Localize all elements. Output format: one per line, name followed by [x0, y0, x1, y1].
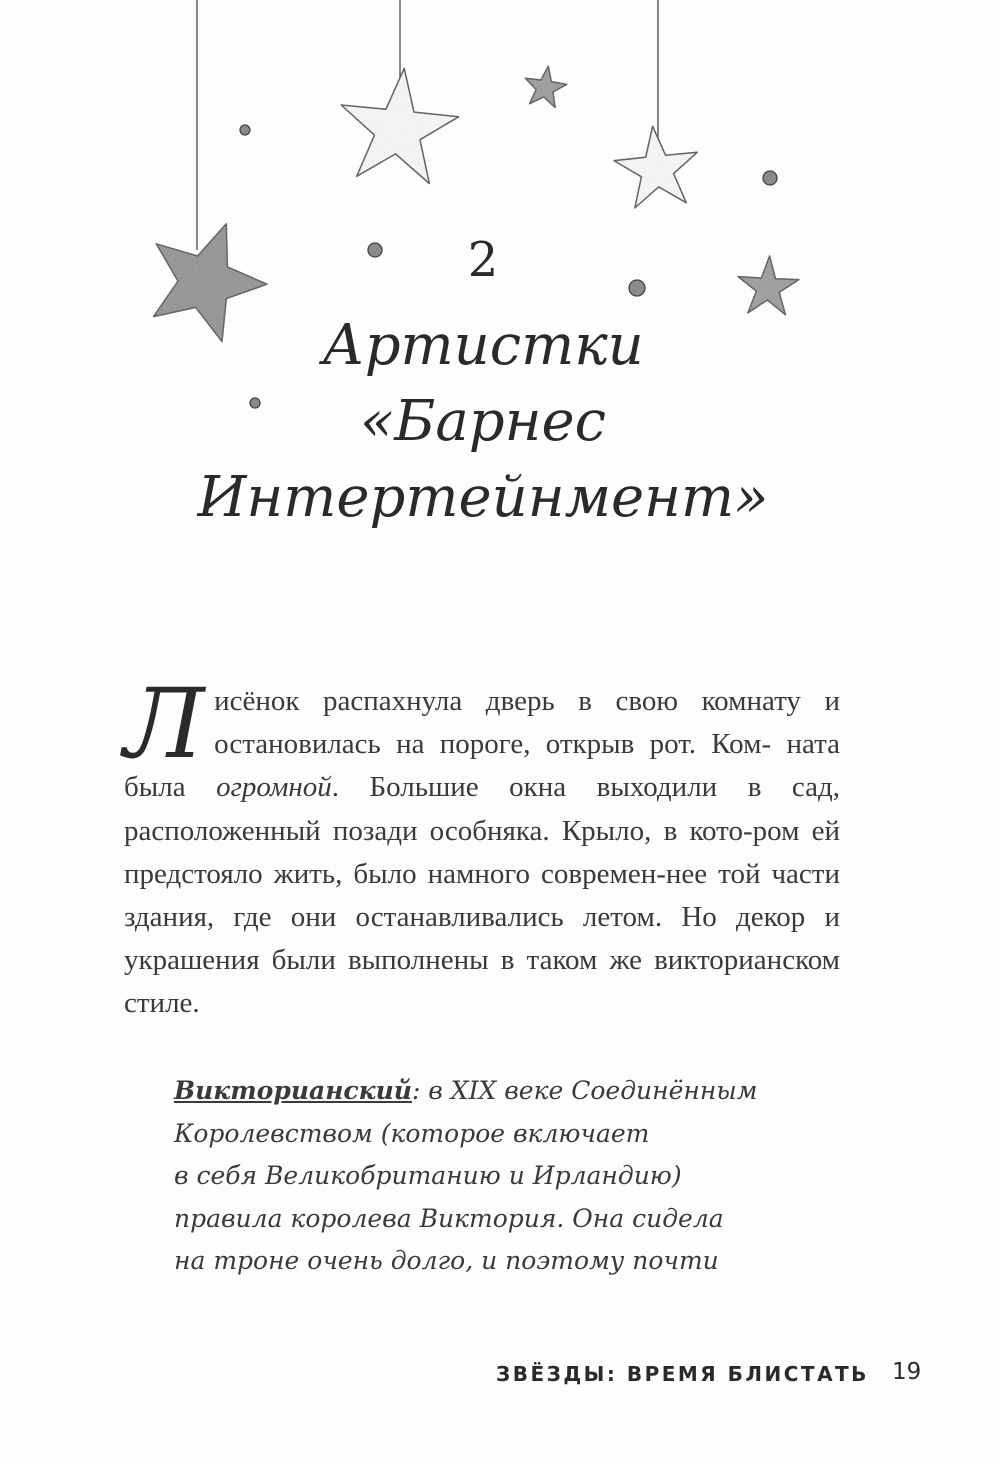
chapter-title-line: Интертейнмент» [197, 465, 769, 530]
dot-icon [240, 125, 250, 135]
drop-cap: Л [124, 668, 205, 780]
glossary-note [174, 1070, 834, 1283]
chapter-number: 2 [467, 232, 499, 288]
body-text-segment: . Большие окна выходили в сад, расположенный позади особняка. Крыло, в кото-ром ей предстояло жить, было намного современ-нее той части здания, где они останавливались летом. Но декор и украшения были выполнены в таком же викторианском стиле. [124, 771, 841, 1020]
running-footer-title: ЗВЁЗДЫ: ВРЕМЯ БЛИСТАТЬ [496, 1362, 869, 1386]
glossary-text: на троне очень долго, и поэтому почти [174, 1246, 719, 1275]
chapter-title-line: Артистки [322, 313, 644, 378]
body-text-line: и остановилась на пороге, открыв рот. Ком- [214, 685, 841, 761]
glossary-text: правила королева Виктория. Она сидела [174, 1203, 724, 1233]
star-icon [614, 126, 697, 208]
chapter-title [0, 308, 966, 536]
chapter-title-line: «Барнес [359, 389, 607, 454]
page-number: 19 [892, 1359, 922, 1385]
glossary-term: Викторианский [174, 1076, 412, 1105]
star-icon [525, 66, 566, 107]
body-paragraph [124, 668, 841, 1026]
emphasis-word: огромной [216, 771, 332, 804]
star-icon [341, 68, 458, 183]
body-text-segment: ната была [124, 728, 841, 804]
glossary-text: : в XIX веке Соединённым [411, 1076, 758, 1105]
dot-icon [763, 171, 777, 185]
glossary-text: в себя Великобританию и Ирландию) [174, 1161, 682, 1190]
glossary-text: Королевством (которое включает [174, 1118, 650, 1148]
body-text-line: исёнок распахнула дверь в свою комнату [214, 685, 801, 717]
